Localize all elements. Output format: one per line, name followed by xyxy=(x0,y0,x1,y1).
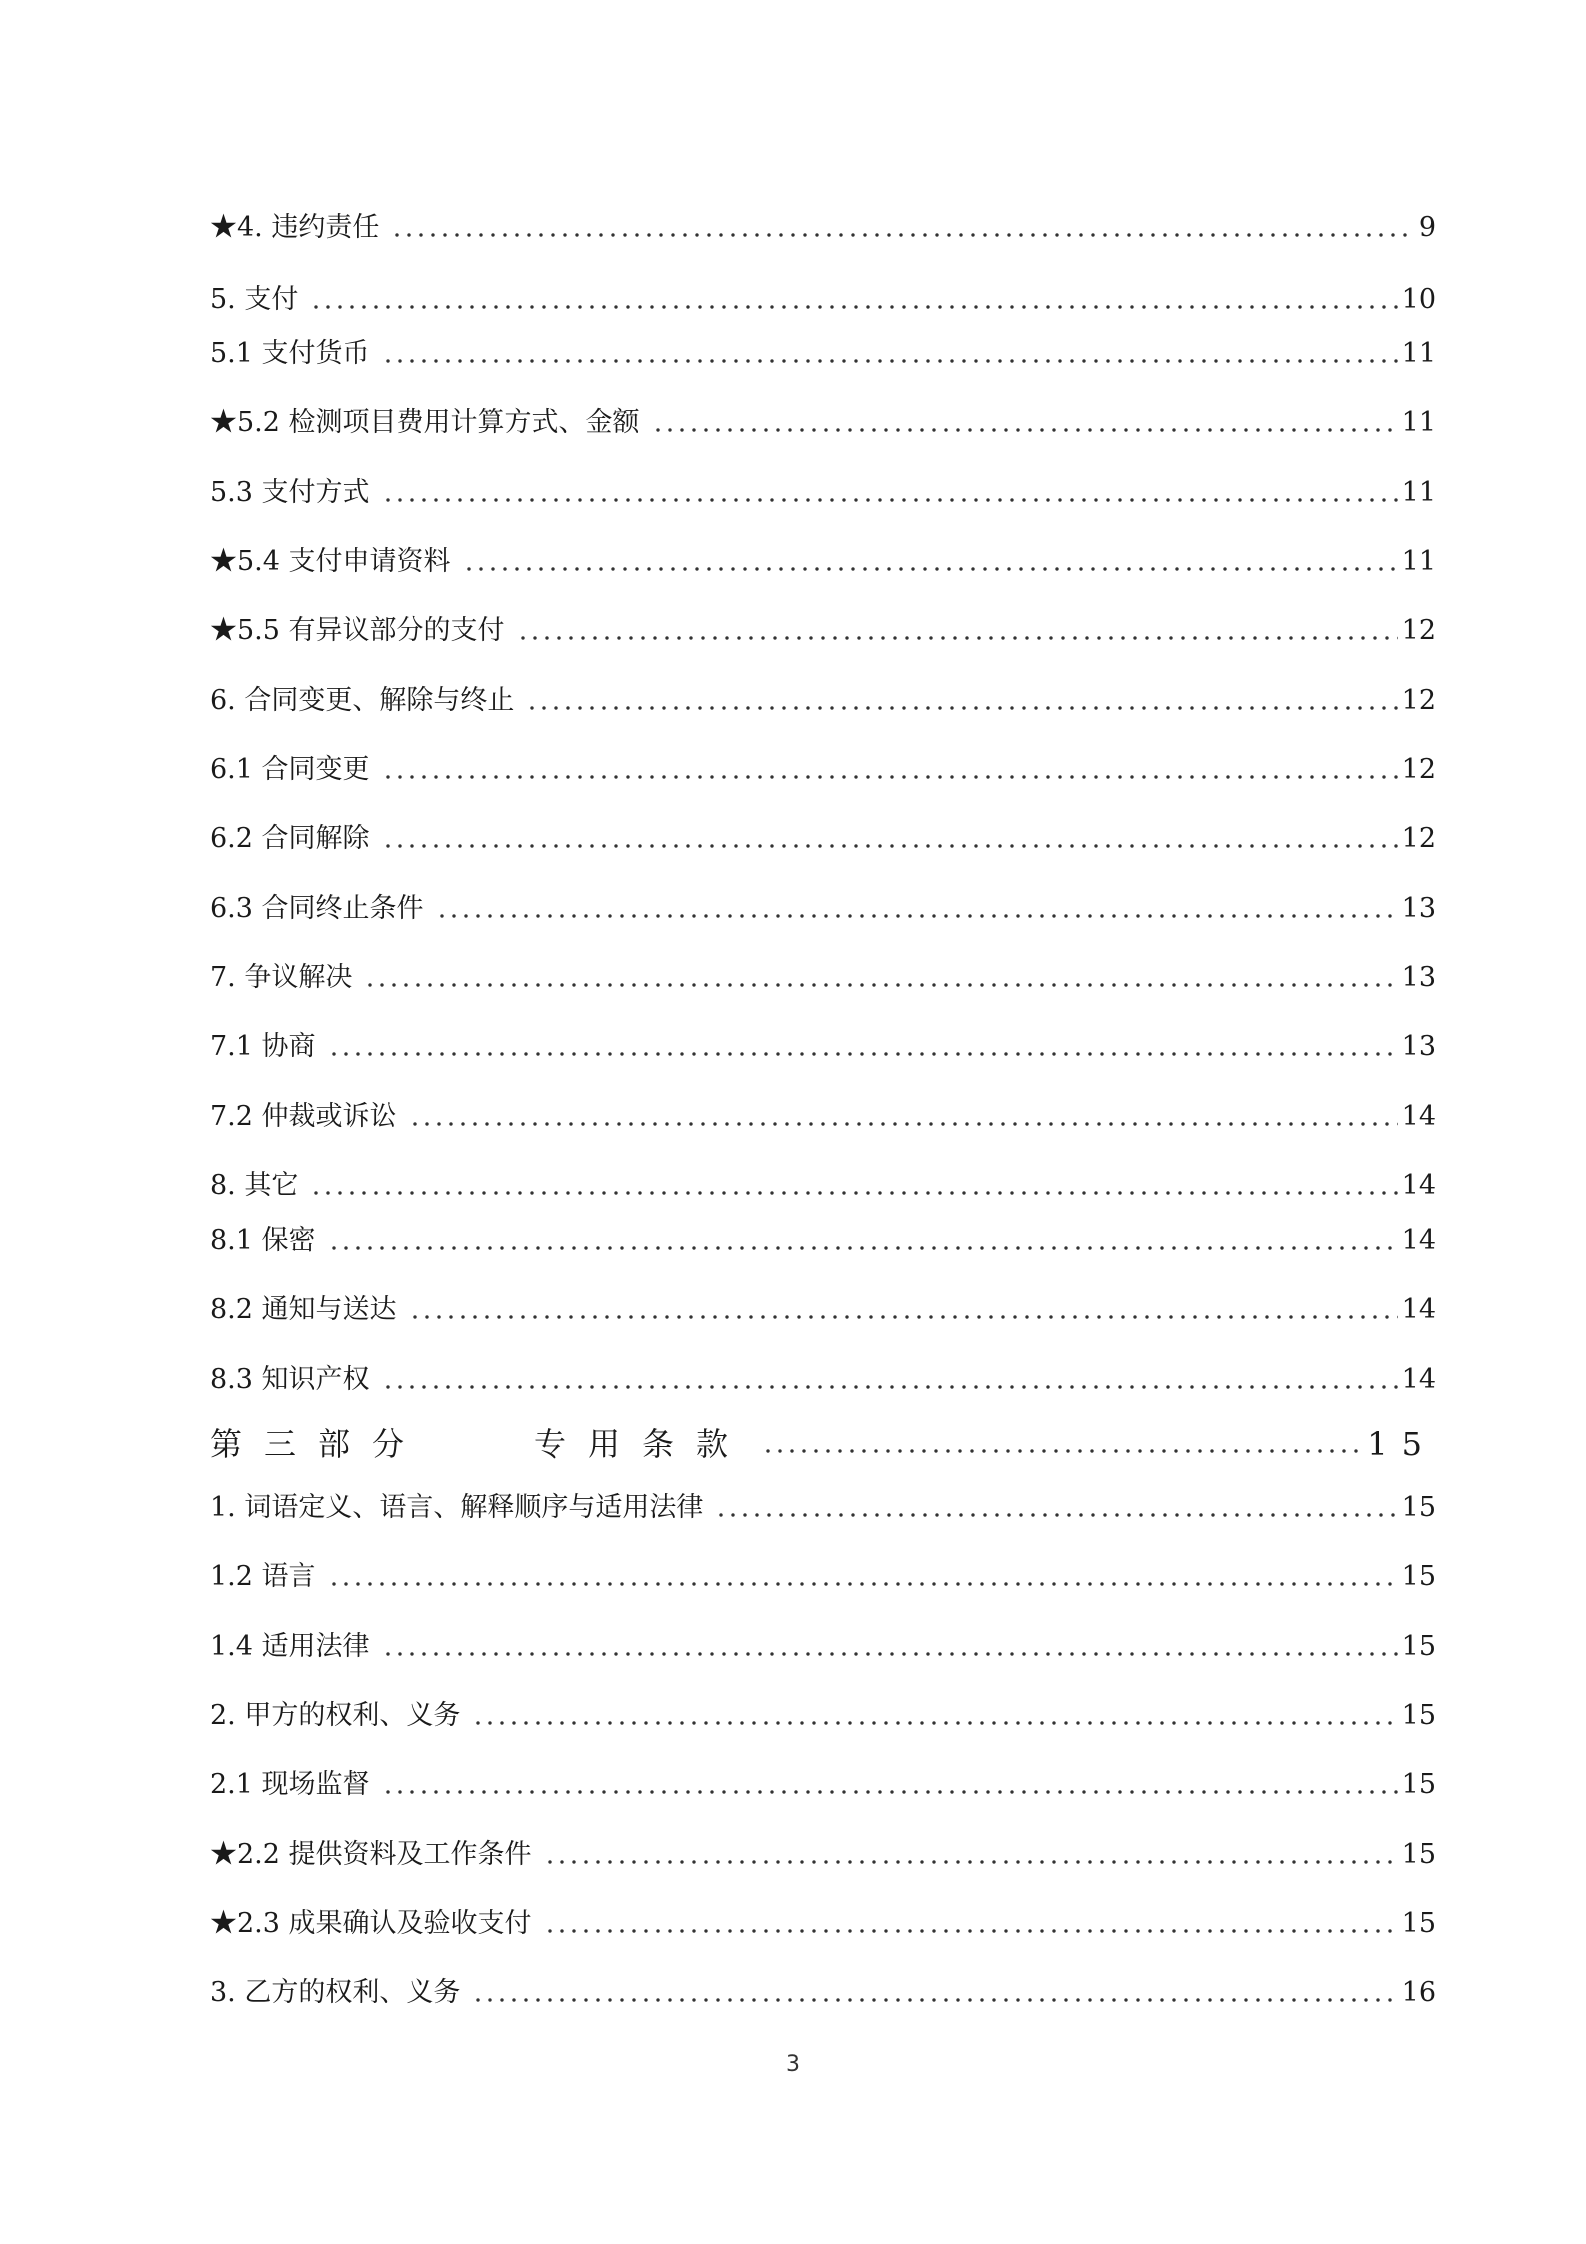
toc-entry-title: 3. 乙方的权利、义务 xyxy=(210,1977,461,2008)
toc-entry[interactable] xyxy=(210,1484,1436,1528)
toc-entry[interactable] xyxy=(210,677,1436,721)
toc-entry-page: 11 xyxy=(1401,477,1436,508)
toc-leader-dots xyxy=(328,1050,1398,1058)
toc-entry-page: 11 xyxy=(1401,546,1436,577)
toc-entry[interactable] xyxy=(210,1162,1436,1206)
toc-entry-title: ★5.4 支付申请资料 xyxy=(210,546,451,577)
toc-entry-page: 15 xyxy=(1401,1700,1436,1731)
toc-entry-title: 2.1 现场监督 xyxy=(210,1769,370,1800)
toc-entry-page: 14 xyxy=(1401,1364,1436,1395)
toc-leader-dots xyxy=(382,1383,1398,1391)
toc-entry-page: 14 xyxy=(1401,1294,1436,1325)
table-of-contents xyxy=(210,0,1436,2244)
toc-entry-title: 8.1 保密 xyxy=(210,1225,316,1256)
toc-entry[interactable] xyxy=(210,399,1436,443)
toc-entry-page: 16 xyxy=(1401,1977,1436,2008)
toc-leader-dots xyxy=(715,1511,1397,1519)
toc-entry[interactable] xyxy=(210,330,1436,374)
toc-entry[interactable] xyxy=(210,276,1436,320)
toc-leader-dots xyxy=(544,1927,1398,1935)
toc-entry-title: 第三部分 专用条款 xyxy=(210,1425,751,1463)
toc-entry-title: 1. 词语定义、语言、解释顺序与适用法律 xyxy=(210,1492,704,1523)
toc-entry-title: 7. 争议解决 xyxy=(210,962,353,993)
toc-entry[interactable] xyxy=(210,1286,1436,1330)
toc-entry-title: 7.2 仲裁或诉讼 xyxy=(210,1101,397,1132)
toc-entry-page: 15 xyxy=(1401,1492,1436,1523)
toc-entry-page: 13 xyxy=(1401,1031,1436,1062)
toc-entry-page: 12 xyxy=(1401,615,1436,646)
toc-entry-title: 2. 甲方的权利、义务 xyxy=(210,1700,461,1731)
toc-entry-page: 15 xyxy=(1401,1908,1436,1939)
toc-entry-title: 5.3 支付方式 xyxy=(210,477,370,508)
toc-entry[interactable] xyxy=(210,204,1436,248)
toc-entry-title: ★5.2 检测项目费用计算方式、金额 xyxy=(210,407,640,438)
toc-entry[interactable] xyxy=(210,1023,1436,1067)
toc-entry[interactable] xyxy=(210,885,1436,929)
toc-entry-title: 1.2 语言 xyxy=(210,1561,316,1592)
toc-entry[interactable] xyxy=(210,746,1436,790)
toc-entry[interactable] xyxy=(210,815,1436,859)
toc-leader-dots xyxy=(517,634,1398,642)
toc-entry-page: 15 xyxy=(1401,1631,1436,1662)
toc-entry[interactable] xyxy=(210,1356,1436,1400)
toc-leader-dots xyxy=(382,1788,1398,1796)
toc-entry-page: 15 xyxy=(1367,1425,1436,1463)
toc-leader-dots xyxy=(382,357,1398,365)
toc-leader-dots xyxy=(382,773,1398,781)
toc-entry[interactable] xyxy=(210,954,1436,998)
toc-leader-dots xyxy=(652,426,1398,434)
toc-entry[interactable] xyxy=(210,1831,1436,1875)
toc-leader-dots xyxy=(762,1447,1363,1455)
toc-leader-dots xyxy=(409,1313,1398,1321)
toc-entry-title: 6. 合同变更、解除与终止 xyxy=(210,685,515,716)
toc-leader-dots xyxy=(328,1580,1398,1588)
toc-entry[interactable] xyxy=(210,1692,1436,1736)
toc-leader-dots xyxy=(310,1189,1397,1197)
toc-entry[interactable] xyxy=(210,607,1436,651)
toc-leader-dots xyxy=(472,1719,1397,1727)
toc-entry-page: 13 xyxy=(1401,893,1436,924)
toc-entry[interactable] xyxy=(210,1761,1436,1805)
toc-entry-title: 5. 支付 xyxy=(210,284,299,315)
toc-entry-title: 1.4 适用法律 xyxy=(210,1631,370,1662)
toc-leader-dots xyxy=(436,912,1398,920)
page-number: 3 xyxy=(786,2052,800,2077)
toc-entry-title: 8. 其它 xyxy=(210,1170,299,1201)
toc-leader-dots xyxy=(544,1858,1398,1866)
toc-entry-page: 11 xyxy=(1401,407,1436,438)
toc-entry-page: 15 xyxy=(1401,1839,1436,1870)
toc-part-heading[interactable] xyxy=(210,1420,1436,1464)
toc-entry[interactable] xyxy=(210,1553,1436,1597)
toc-entry-title: 6.3 合同终止条件 xyxy=(210,893,424,924)
toc-entry-title: ★4. 违约责任 xyxy=(210,212,380,243)
toc-entry-title: ★2.3 成果确认及验收支付 xyxy=(210,1908,532,1939)
toc-leader-dots xyxy=(328,1244,1398,1252)
toc-entry[interactable] xyxy=(210,1623,1436,1667)
toc-entry-title: 7.1 协商 xyxy=(210,1031,316,1062)
toc-entry-title: ★2.2 提供资料及工作条件 xyxy=(210,1839,532,1870)
toc-entry-title: 6.2 合同解除 xyxy=(210,823,370,854)
toc-entry[interactable] xyxy=(210,1969,1436,2013)
toc-entry-page: 15 xyxy=(1401,1561,1436,1592)
toc-entry-page: 12 xyxy=(1401,685,1436,716)
toc-leader-dots xyxy=(526,704,1397,712)
toc-entry[interactable] xyxy=(210,469,1436,513)
toc-entry-page: 13 xyxy=(1401,962,1436,993)
toc-entry-page: 14 xyxy=(1401,1170,1436,1201)
toc-entry-page: 15 xyxy=(1401,1769,1436,1800)
toc-leader-dots xyxy=(391,231,1414,239)
toc-entry-page: 9 xyxy=(1418,212,1436,243)
toc-entry[interactable] xyxy=(210,538,1436,582)
toc-entry-page: 14 xyxy=(1401,1101,1436,1132)
toc-entry[interactable] xyxy=(210,1093,1436,1137)
toc-leader-dots xyxy=(310,303,1397,311)
toc-leader-dots xyxy=(409,1120,1398,1128)
toc-entry-page: 11 xyxy=(1401,338,1436,369)
toc-entry-page: 14 xyxy=(1401,1225,1436,1256)
toc-leader-dots xyxy=(382,1650,1398,1658)
toc-entry[interactable] xyxy=(210,1217,1436,1261)
toc-entry[interactable] xyxy=(210,1900,1436,1944)
toc-leader-dots xyxy=(472,1996,1397,2004)
toc-leader-dots xyxy=(463,565,1398,573)
toc-leader-dots xyxy=(382,496,1398,504)
toc-entry-page: 12 xyxy=(1401,754,1436,785)
toc-leader-dots xyxy=(364,981,1397,989)
toc-entry-page: 12 xyxy=(1401,823,1436,854)
toc-entry-title: 8.3 知识产权 xyxy=(210,1364,370,1395)
toc-entry-title: 8.2 通知与送达 xyxy=(210,1294,397,1325)
toc-entry-title: 5.1 支付货币 xyxy=(210,338,370,369)
toc-entry-title: 6.1 合同变更 xyxy=(210,754,370,785)
toc-leader-dots xyxy=(382,842,1398,850)
toc-entry-title: ★5.5 有异议部分的支付 xyxy=(210,615,505,646)
toc-entry-page: 10 xyxy=(1401,284,1436,315)
